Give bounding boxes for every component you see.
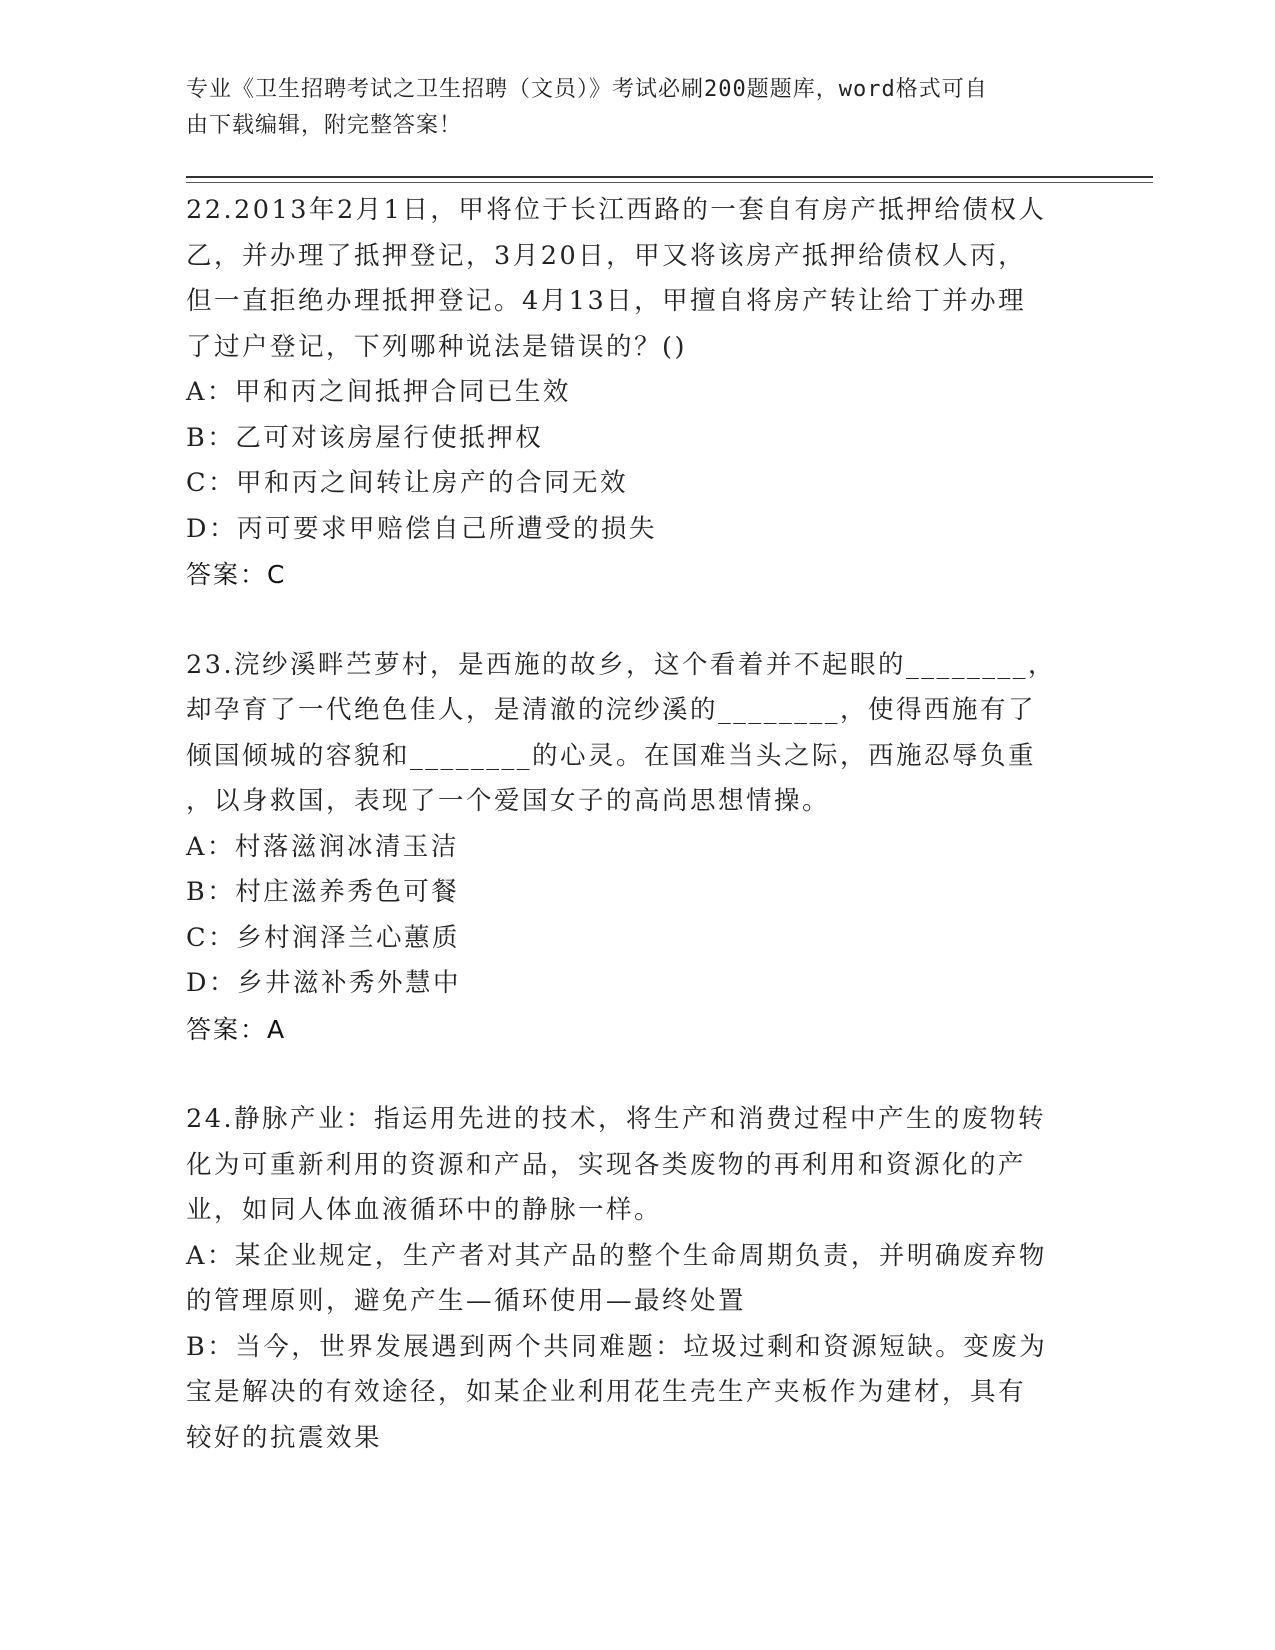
option-c (186, 461, 1086, 507)
option-line: D：乡井滋补秀外慧中 (186, 968, 461, 998)
stem-line: ，以身救国，表现了一个爱国女子的高尚思想情操。 (186, 786, 831, 816)
option-line: B：乙可对该房屋行使抵押权 (186, 422, 544, 453)
answer: 答案：A (186, 1014, 287, 1044)
option-line: C：甲和丙之间转让房产的合同无效 (186, 468, 629, 498)
stem-line: 23.浣纱溪畔苎萝村，是西施的故乡，这个看着并不起眼的________， (186, 649, 1057, 680)
option-a (186, 370, 1086, 416)
option-d (186, 507, 1086, 553)
spacer (186, 598, 1086, 643)
option-line: B：当今，世界发展遇到两个共同难题：垃圾过剩和资源短缺。变废为 (186, 1331, 1048, 1362)
stem-line: 化为可重新利用的资源和产品，实现各类废物的再利用和资源化的产 (186, 1149, 1027, 1180)
option-a (186, 1234, 1086, 1325)
question-23 (186, 643, 1086, 1053)
stem-line: 24.静脉产业：指运用先进的技术，将生产和消费过程中产生的废物转 (186, 1104, 1047, 1134)
question-24 (186, 1097, 1086, 1461)
option-line: A：某企业规定，生产者对其产品的整个生命周期负责，并明确废弃物 (186, 1240, 1047, 1271)
stem-line: 倾国倾城的容貌和________的心灵。在国难当头之际，西施忍辱负重 (186, 740, 1037, 771)
option-line: 较好的抗震效果 (186, 1422, 383, 1453)
option-b (186, 1325, 1086, 1462)
header-line-1: 专业《卫生招聘考试之卫生招聘（文员）》考试必刷200题题库，word格式可自 (186, 77, 988, 102)
question-22 (186, 188, 1086, 598)
option-d (186, 961, 1086, 1007)
header-divider-thick (186, 176, 1153, 178)
stem-line: 业，如同人体血液循环中的静脉一样。 (186, 1195, 663, 1225)
header-divider-thin (186, 182, 1153, 183)
option-a (186, 825, 1086, 871)
header-line-2: 由下载编辑，附完整答案！ (186, 113, 463, 138)
option-b (186, 416, 1086, 462)
spacer (186, 1052, 1086, 1097)
option-line: 的管理原则，避免产生—循环使用—最终处置 (186, 1286, 747, 1316)
stem-line: 却孕育了一代绝色佳人，是清澈的浣纱溪的________，使得西施有了 (186, 695, 1037, 725)
question-stem (186, 1097, 1086, 1234)
option-line: C：乡村润泽兰心蕙质 (186, 922, 461, 953)
option-line: A：村落滋润冰清玉洁 (186, 831, 459, 862)
question-stem (186, 643, 1086, 825)
option-line: 宝是解决的有效途径，如某企业利用花生壳生产夹板作为建材，具有 (186, 1377, 1027, 1407)
stem-line: 22.2013年2月1日，甲将位于长江西路的一套自有房产抵押给债权人 (186, 195, 1047, 225)
option-c (186, 916, 1086, 962)
option-line: B：村庄滋养秀色可餐 (186, 877, 460, 907)
option-b (186, 870, 1086, 916)
answer: 答案：C (186, 560, 287, 589)
option-line: A：甲和丙之间抵押合同已生效 (186, 377, 571, 407)
stem-line: 了过户登记，下列哪种说法是错误的？() (186, 331, 687, 362)
option-line: D：丙可要求甲赔偿自己所遭受的损失 (186, 513, 657, 544)
stem-line: 但一直拒绝办理抵押登记。4月13日，甲擅自将房产转让给丁并办理 (186, 286, 1027, 316)
question-stem (186, 188, 1086, 370)
stem-line: 乙，并办理了抵押登记，3月20日，甲又将该房产抵押给债权人丙， (186, 240, 1027, 271)
question-list (186, 188, 1086, 1461)
document-header (186, 72, 1076, 144)
